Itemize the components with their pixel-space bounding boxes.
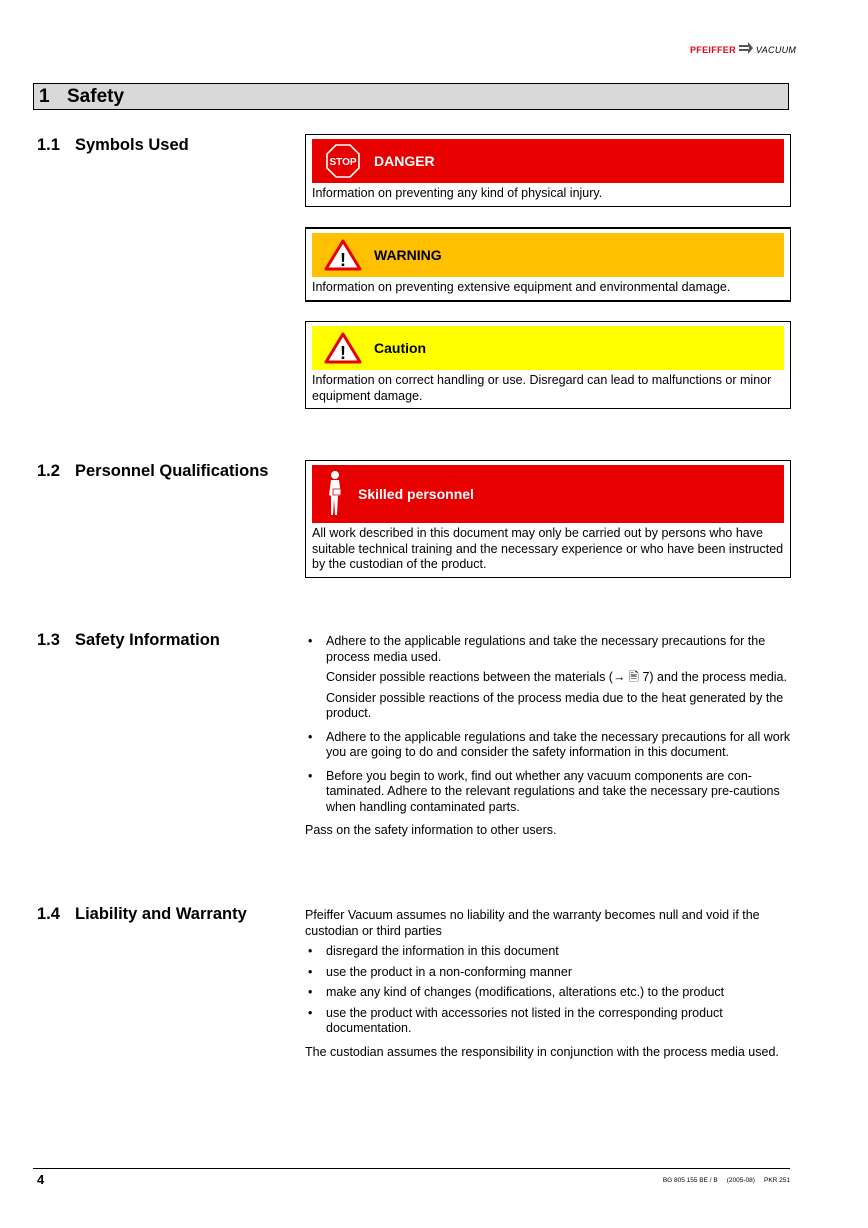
- page-number: 4: [37, 1172, 45, 1187]
- section-heading-symbols: [37, 136, 189, 155]
- list-item: [305, 634, 791, 722]
- section-title: Liability and Warranty: [75, 905, 247, 923]
- section-heading-liability: [37, 905, 247, 924]
- stop-sign-icon: [312, 144, 374, 178]
- danger-text: Information on preventing any kind of physical injury.: [312, 186, 603, 200]
- list-item-subtext: Consider possible reactions of the process media due to the heat generated by the product.: [326, 690, 784, 720]
- skilled-person-icon: [312, 469, 358, 519]
- chapter-heading: [33, 83, 789, 110]
- section-title: Symbols Used: [75, 136, 189, 154]
- list-item: • use the product with accessories not listed in the corresponding product documentation.: [305, 1006, 791, 1037]
- danger-box: [305, 134, 791, 207]
- list-item: • Adhere to the applicable regulations and take the necessary precautions for all work you are going to do and consider the safety information in this document.: [305, 730, 791, 761]
- danger-header: [312, 139, 784, 183]
- chapter-number: 1: [39, 86, 50, 107]
- section-number: 1.4: [37, 905, 60, 923]
- safety-info-closing: Pass on the safety information to other users.: [305, 823, 557, 837]
- caution-label: Caution: [374, 340, 427, 356]
- logo-brand: PFEIFFER: [690, 44, 736, 55]
- warning-text: Information on preventing extensive equipment and environmental damage.: [312, 280, 731, 294]
- list-item: • Before you begin to work, find out whether any vacuum components are con-taminated. Adhere to the relevant regulations and take the necessary pre-cautions when handling contaminated parts.: [305, 769, 791, 816]
- liability-content: [305, 908, 791, 1068]
- list-item: • use the product in a non-conforming manner: [305, 965, 791, 981]
- warning-triangle-icon: [312, 332, 374, 364]
- list-item-subtext: Consider possible reactions between the materials (→ 🖹 7) and the process media.: [326, 670, 787, 684]
- personnel-label: Skilled personnel: [358, 486, 474, 502]
- danger-label: DANGER: [374, 153, 435, 169]
- document-info: BG 805 155 BE / B (2005-08) PKR 251: [662, 1177, 790, 1184]
- caution-box: [305, 321, 791, 409]
- list-item: • make any kind of changes (modifications, alterations etc.) to the product: [305, 985, 791, 1001]
- personnel-box: [305, 460, 791, 578]
- svg-text:!: !: [340, 343, 346, 363]
- pfeiffer-vacuum-logo: [690, 42, 796, 57]
- warning-box: [305, 227, 791, 302]
- personnel-header: [312, 465, 784, 523]
- liability-intro: Pfeiffer Vacuum assumes no liability and the warranty becomes null and void if the custodian or third parties: [305, 908, 760, 938]
- warning-label: WARNING: [374, 247, 442, 263]
- svg-text:!: !: [340, 250, 346, 270]
- warning-triangle-icon: [312, 239, 374, 271]
- section-heading-safety-info: [37, 631, 220, 650]
- section-heading-personnel: [37, 462, 268, 481]
- liability-closing: The custodian assumes the responsibility in conjunction with the process media used.: [305, 1044, 779, 1059]
- warning-header: [312, 233, 784, 277]
- section-title: Personnel Qualifications: [75, 462, 269, 480]
- safety-info-content: [305, 634, 791, 847]
- footer-divider: [33, 1168, 790, 1169]
- svg-text:STOP: STOP: [329, 157, 357, 168]
- logo-brand-vacuum: VACUUM: [755, 44, 797, 55]
- section-title: Safety Information: [75, 631, 220, 649]
- caution-header: [312, 326, 784, 370]
- chapter-title: Safety: [67, 86, 125, 107]
- personnel-text: All work described in this document may only be carried out by persons who have suitable technical training and the necessary experience or who have been instructed by the custodian of the product.: [312, 526, 784, 571]
- section-number: 1.1: [37, 136, 60, 154]
- arrow-logo-icon: [739, 42, 753, 57]
- section-number: 1.2: [37, 462, 60, 480]
- caution-text: Information on correct handling or use. Disregard can lead to malfunctions or minor equipment damage.: [312, 373, 772, 403]
- list-item-text: • Adhere to the applicable regulations and take the necessary precautions for the process media used.: [326, 634, 766, 664]
- section-number: 1.3: [37, 631, 60, 649]
- list-item: • disregard the information in this document: [305, 944, 791, 960]
